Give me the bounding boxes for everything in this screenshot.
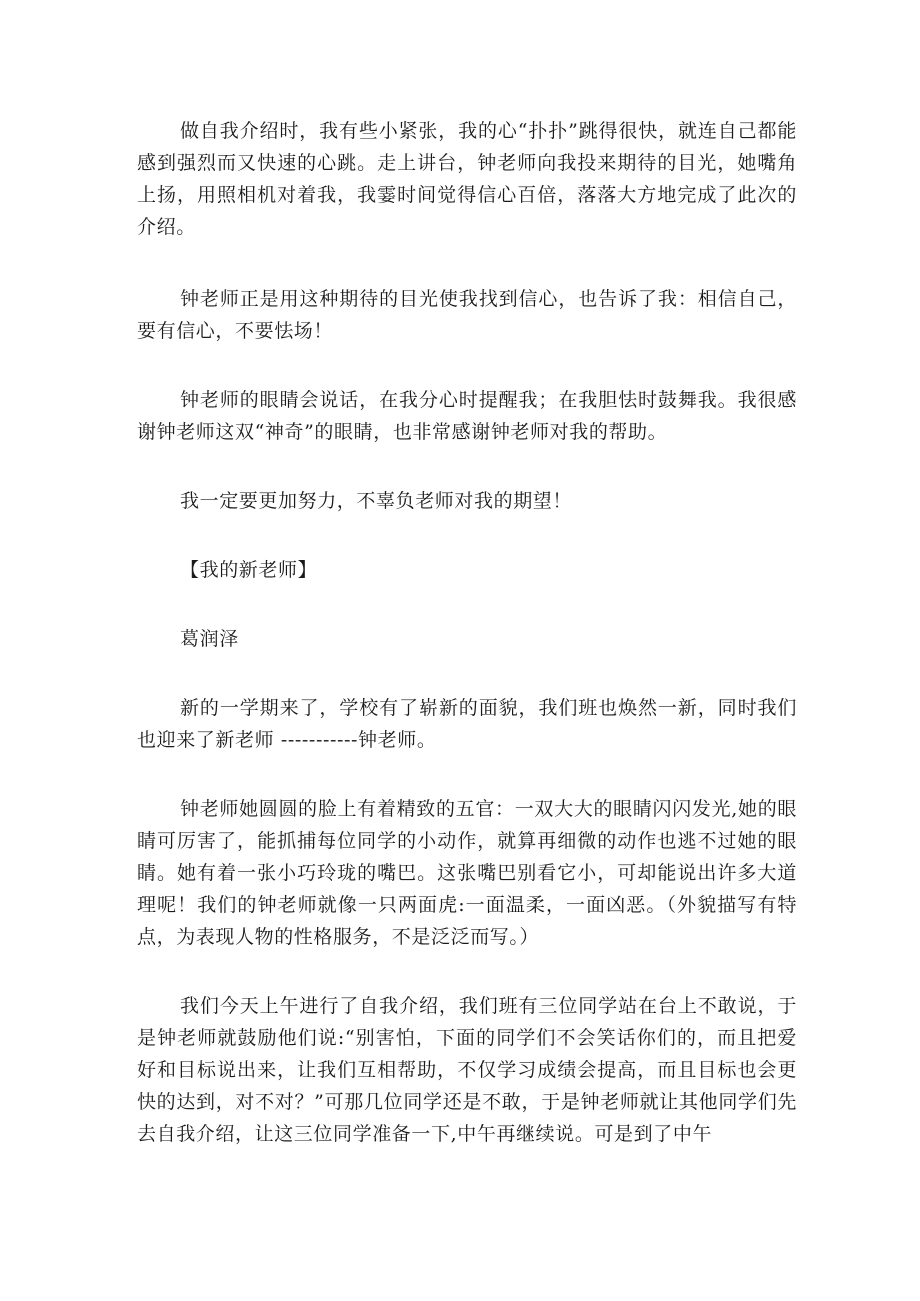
paragraph-class-introduction: 我们今天上午进行了自我介绍，我们班有三位同学站在台上不敢说，于是钟老师就鼓励他们说:“别害怕，下面的同学们不会笑话你们的，而且把爱好和目标说出来，让我们互相帮助，不仅学习成绩会提高，而且目标也会更快的达到，对不对？”可那几位同学还是不敢，于是钟老师就让其他同学们先去自我介绍，让这三位同学准备一下,中午再继续说。可是到了中午: [137, 995, 797, 1145]
paragraph-appearance: 钟老师她圆圆的脸上有着精致的五官：一双大大的眼睛闪闪发光,她的眼睛可厉害了，能抓捕每位同学的小动作，就算再细微的动作也逃不过她的眼睛。她有着一张小巧玲珑的嘴巴。这张嘴巴别看它小，可却能说出许多大道理呢！我们的钟老师就像一只两面虎:一面温柔，一面凶恶。（外貌描写有特点，为表现人物的性格服务，不是泛泛而写。）: [137, 798, 797, 948]
paragraph-resolution: 我一定要更加努力，不辜负老师对我的期望！: [180, 490, 573, 512]
paragraph-confidence: 钟老师正是用这种期待的目光使我找到信心，也告诉了我：相信自己，要有信心，不要怯场！: [137, 288, 797, 342]
paragraph-self-introduction: 做自我介绍时，我有些小紧张，我的心“扑扑”跳得很快，就连自己都能感到强烈而又快速的心跳。走上讲台，钟老师向我投来期待的目光，她嘴角上扬，用照相机对着我，我霎时间觉得信心百倍，落落大方地完成了此次的介绍。: [137, 120, 797, 238]
paragraph-talking-eyes: 钟老师的眼睛会说话，在我分心时提醒我；在我胆怯时鼓舞我。我很感谢钟老师这双“神奇”的眼睛，也非常感谢钟老师对我的帮助。: [137, 389, 797, 443]
essay-author: 葛润泽: [180, 628, 239, 650]
document-body: [137, 115, 797, 1150]
essay-title: 【我的新老师】: [180, 559, 318, 581]
paragraph-new-semester: 新的一学期来了，学校有了崭新的面貌，我们班也焕然一新，同时我们也迎来了新老师 -----------钟老师。: [137, 697, 797, 751]
